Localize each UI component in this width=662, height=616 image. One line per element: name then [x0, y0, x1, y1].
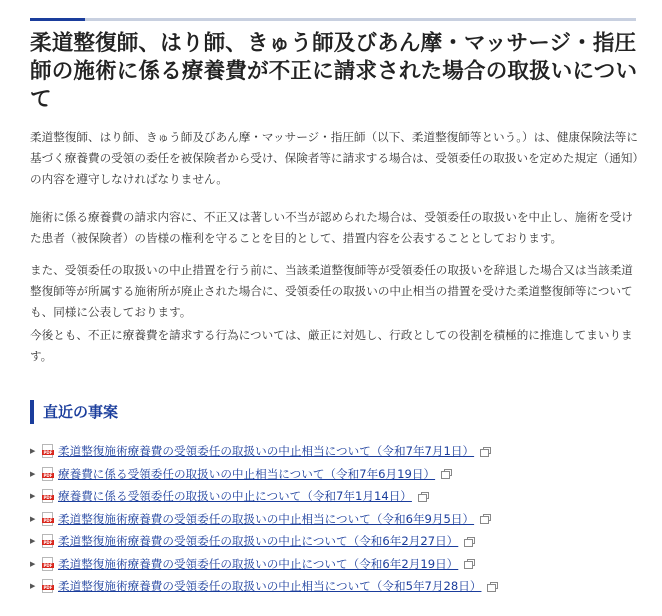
list-item [30, 553, 640, 576]
pdf-file-icon [42, 534, 53, 548]
case-link[interactable]: 柔道整復施術療養費の受領委任の取扱いの中止相当について（令和7年7月1日） [58, 444, 475, 459]
intro-paragraph-1: 柔道整復師、はり師、きゅう師及びあん摩・マッサージ・指圧師（以下、柔道整復師等という。）は、健康保険法等に基づく療養費の受領の委任を被保険者から受け、保険者等に請求する場合は、受領委任の取扱いを定めた規定（通知）の内容を遵守しなければなりません。 [30, 130, 639, 186]
title-divider-accent [30, 18, 85, 21]
pdf-label: PDF [43, 585, 53, 591]
intro-paragraph-2: 施術に係る療養費の請求内容に、不正又は著しい不当が認められた場合は、受領委任の取扱いを中止し、施術を受けた患者（被保険者）の皆様の権利を守ることを目的として、措置内容を公表することとしております。 [30, 210, 633, 245]
pdf-file-icon [42, 467, 53, 481]
case-link[interactable]: 柔道整復施術療養費の受領委任の取扱いの中止相当について（令和6年9月5日） [58, 511, 475, 526]
external-window-icon [480, 514, 490, 523]
external-window-icon [480, 447, 490, 456]
case-link[interactable]: 療養費に係る受領委任の取扱いの中止について（令和7年1月14日） [58, 489, 412, 504]
pdf-label: PDF [43, 562, 53, 568]
external-window-icon [418, 492, 428, 501]
pdf-file-icon [42, 557, 53, 571]
triangle-bullet-icon: ▶ [30, 559, 36, 568]
list-item [30, 530, 640, 553]
pdf-file-icon [42, 512, 53, 526]
external-window-icon [464, 559, 474, 568]
intro-paragraph-4: 今後とも、不正に療養費を請求する行為については、厳正に対処し、行政としての役割を積極的に推進してまいります。 [30, 328, 633, 363]
case-link[interactable]: 柔道整復施術療養費の受領委任の取扱いの中止について（令和6年2月19日） [58, 556, 459, 571]
pdf-file-icon [42, 489, 53, 503]
list-item [30, 485, 640, 508]
external-window-icon [441, 469, 451, 478]
triangle-bullet-icon: ▶ [30, 447, 36, 456]
heading-accent-bar [30, 400, 34, 424]
case-link[interactable]: 柔道整復施術療養費の受領委任の取扱いの中止相当について（令和5年7月28日） [58, 579, 482, 594]
triangle-bullet-icon: ▶ [30, 537, 36, 546]
pdf-file-icon [42, 444, 53, 458]
intro-paragraph-3: また、受領委任の取扱いの中止措置を行う前に、当該柔道整復師等が受領委任の取扱いを辞退した場合又は当該柔道整復師等が所属する施術所が廃止された場合に、受領委任の取扱いの中止相当の措置を受けた柔道整復師等についても、同様に公表しております。 [30, 263, 633, 319]
pdf-label: PDF [43, 450, 53, 456]
triangle-bullet-icon: ▶ [30, 492, 36, 501]
list-item [30, 575, 640, 598]
list-item [30, 463, 640, 486]
pdf-label: PDF [43, 495, 53, 501]
page-title: 柔道整復師、はり師、きゅう師及びあん摩・マッサージ・指圧師の施術に係る療養費が不正に請求された場合の取扱いについて [30, 31, 638, 112]
external-window-icon [464, 537, 474, 546]
triangle-bullet-icon: ▶ [30, 469, 36, 478]
title-divider [30, 18, 636, 21]
pdf-label: PDF [43, 517, 53, 523]
list-item [30, 508, 640, 531]
case-link[interactable]: 療養費に係る受領委任の取扱いの中止相当について（令和7年6月19日） [58, 466, 436, 481]
triangle-bullet-icon: ▶ [30, 582, 36, 591]
case-link[interactable]: 柔道整復施術療養費の受領委任の取扱いの中止について（令和6年2月27日） [58, 534, 459, 549]
external-window-icon [487, 582, 497, 591]
pdf-label: PDF [43, 472, 53, 478]
pdf-file-icon [42, 579, 53, 593]
recent-cases-list [30, 440, 640, 598]
list-item [30, 440, 640, 463]
recent-cases-heading [30, 400, 330, 424]
triangle-bullet-icon: ▶ [30, 514, 36, 523]
pdf-label: PDF [43, 540, 53, 546]
recent-cases-title: 直近の事案 [43, 403, 119, 421]
